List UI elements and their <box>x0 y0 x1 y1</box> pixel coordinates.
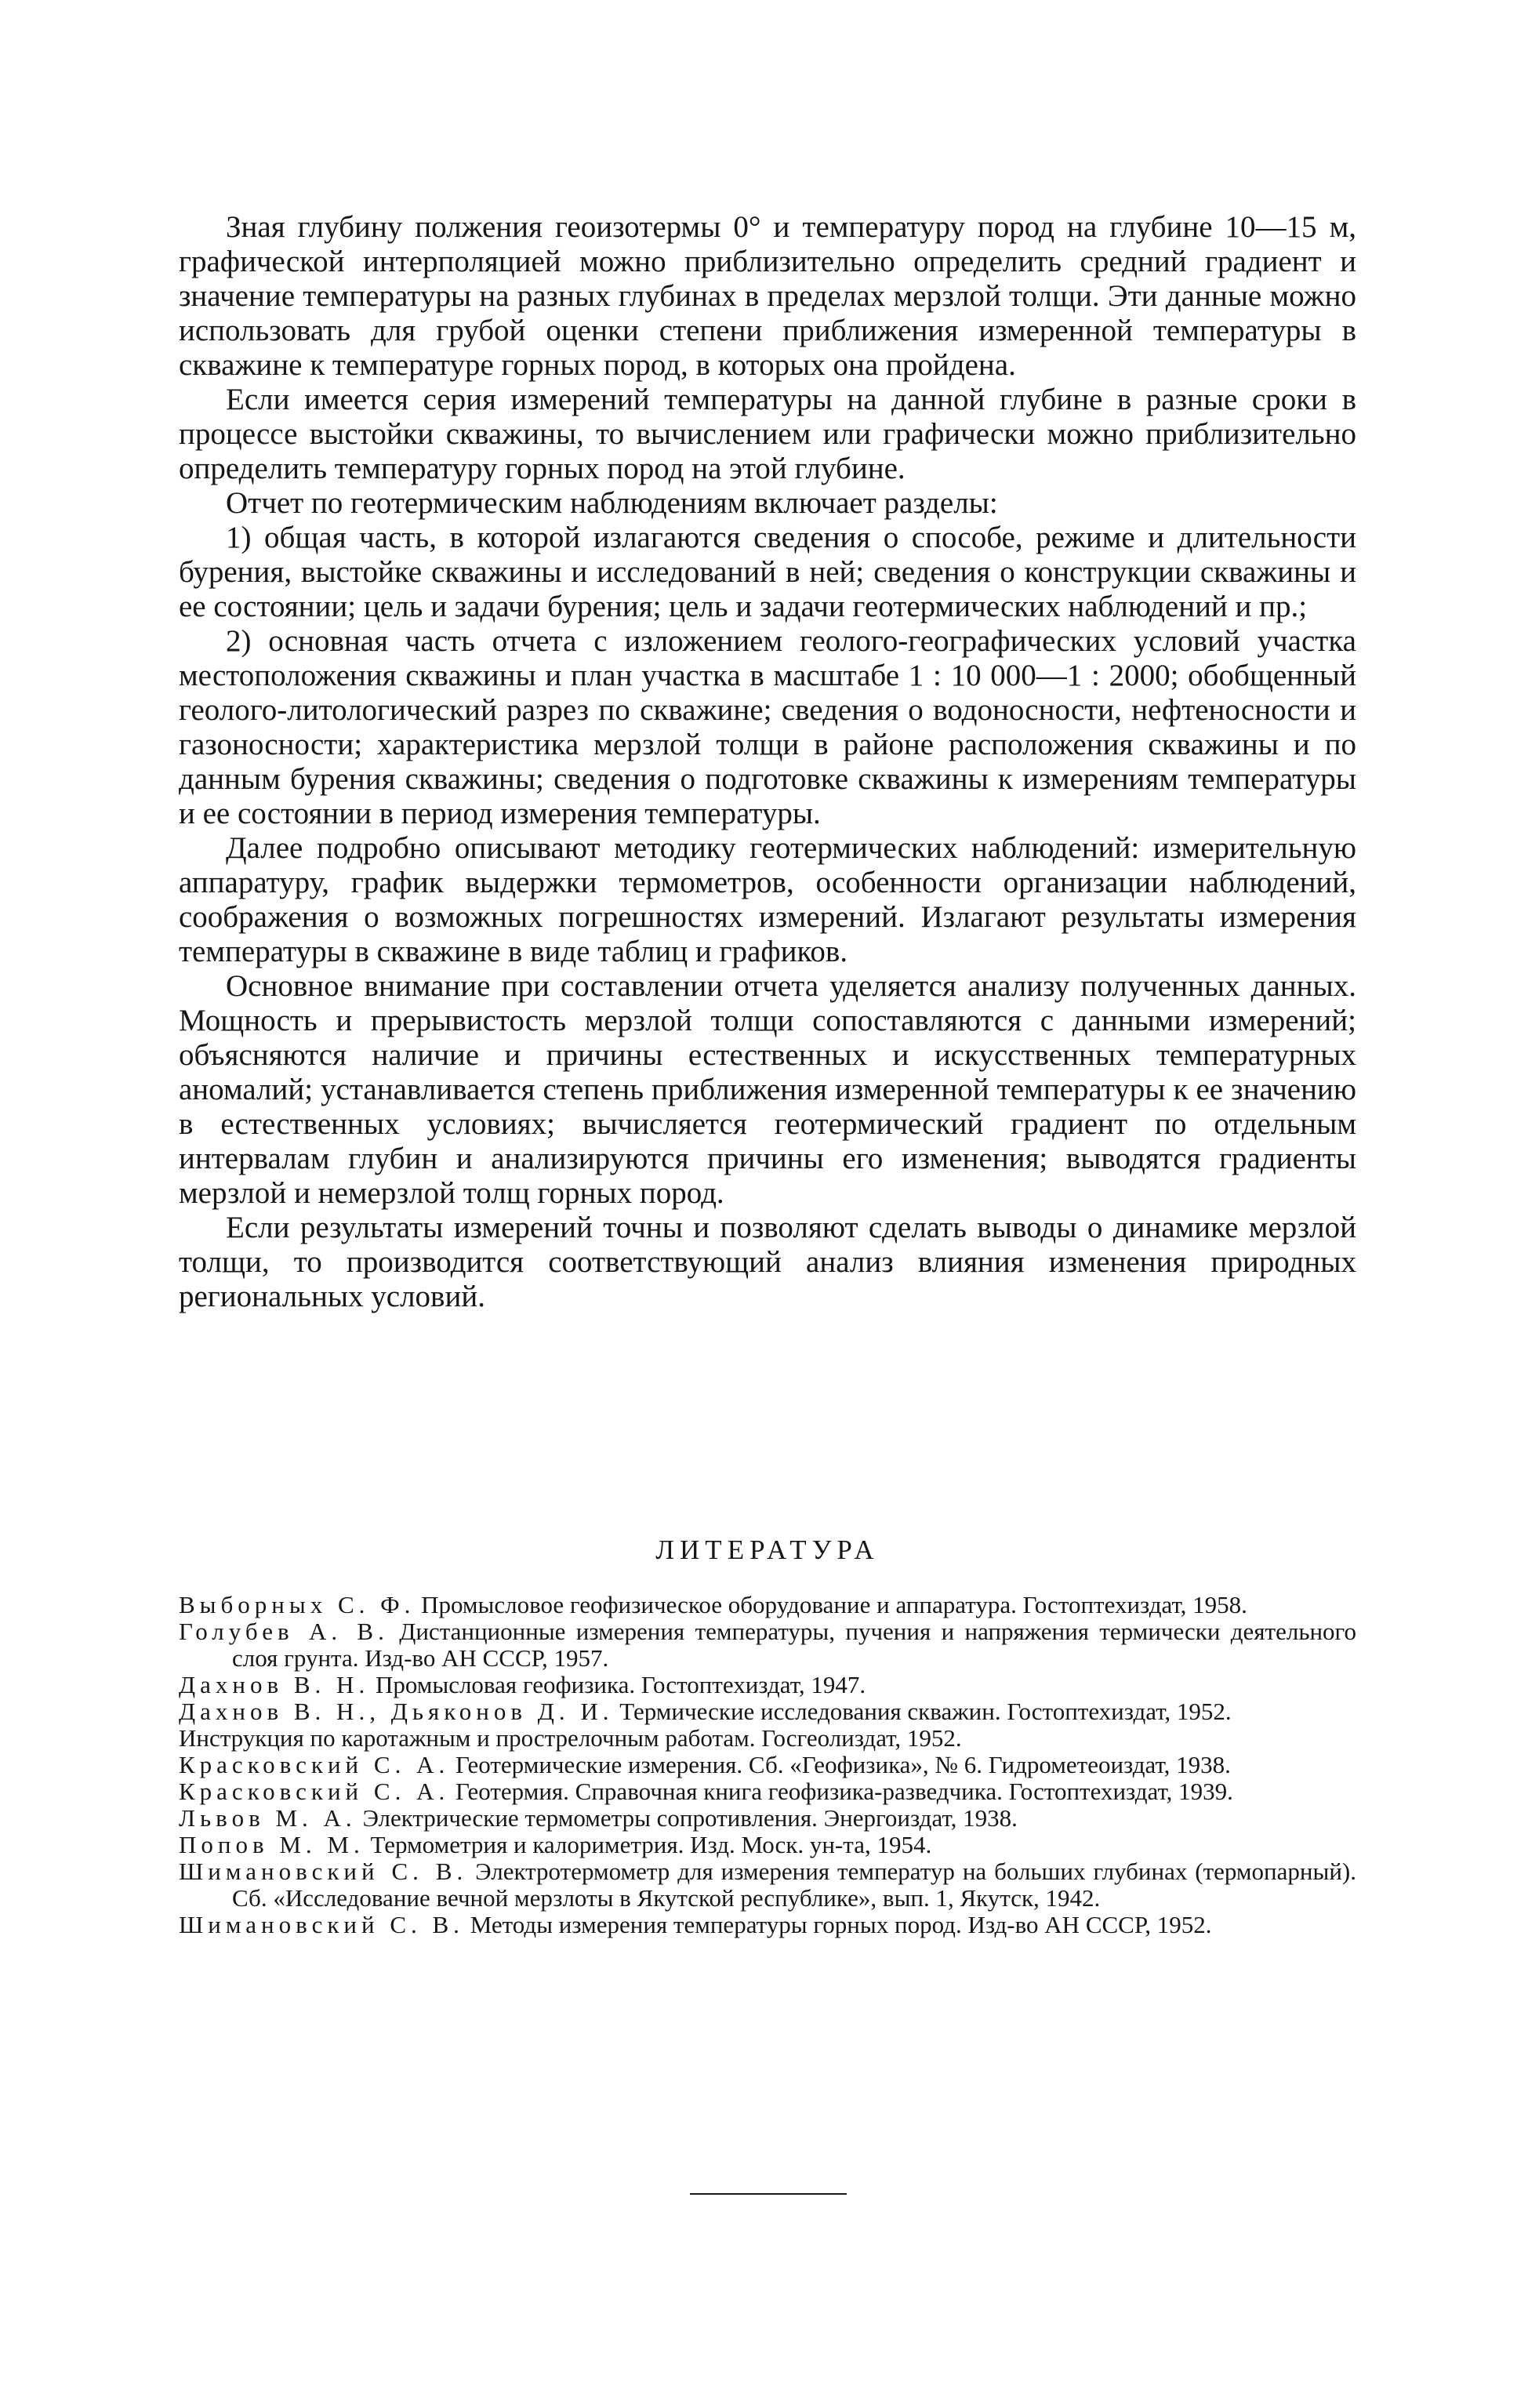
references-heading: ЛИТЕРАТУРА <box>655 1535 880 1565</box>
reference-item <box>179 1698 1356 1725</box>
reference-author: Выборных С. Ф. <box>179 1591 416 1618</box>
reference-author: Шимановский С. В. <box>179 1858 468 1885</box>
reference-text: Методы измерения температуры горных пород. Изд-во АН СССР, 1952. <box>463 1911 1212 1938</box>
reference-item <box>179 1752 1356 1778</box>
paragraph: 2) основная часть отчета с изложением геолого-географических условий участка местоположения скважины и план участка в масштабе 1 : 10 000—1 : 2000; обобщенный геолого-литологический разрез по скважине; сведения о водоносности, нефтеносности и газоносности; характеристика мерзлой толщи в районе расположения скважины и по данным бурения скважины; сведения о подготовке скважины к измерениям температуры и ее состоянии в период измерения температуры. <box>179 624 1356 830</box>
references-list <box>179 1592 1356 1938</box>
reference-text: Термические исследования скважин. Гостоптехиздат, 1952. <box>613 1698 1232 1725</box>
paragraph: Далее подробно описывают методику геотермических наблюдений: измерительную аппаратуру, график выдержки термометров, особенности организации наблюдений, соображения о возможных погрешностях измерений. Излагают результаты измерения температуры в скважине в виде таблиц и графиков. <box>179 831 1356 968</box>
paragraph: Если имеется серия измерений температуры на данной глубине в разные сроки в процессе выстойки скважины, то вычислением или графически можно приблизительно определить температуру горных пород на этой глубине. <box>179 383 1356 485</box>
reference-text: Электротермометр для измерения температур на больших глубинах (термопарный). Сб. «Исследование вечной мерзлоты в Якутской республике», вып. 1, Якутск, 1942. <box>232 1858 1356 1912</box>
reference-author: Шимановский С. В. <box>179 1911 464 1938</box>
paragraph: Зная глубину полжения геоизотермы 0° и температуру пород на глубине 10—15 м, графической интерполяцией можно приблизительно определить средний градиент и значение температуры на разных глубинах в пределах мерзлой толщи. Эти данные можно использовать для грубой оценки степени приближения измеренной температуры в скважине к температуре горных пород, в которых она пройдена. <box>179 210 1356 382</box>
reference-author: Попов М. М. <box>179 1831 365 1858</box>
reference-author: Дахнов В. Н. <box>179 1671 370 1698</box>
paragraph: Если результаты измерений точны и позволяют сделать выводы о динамике мерзлой толщи, то производится соответствующий анализ влияния изменения природных региональных условий. <box>179 1211 1356 1313</box>
end-rule <box>690 2193 847 2195</box>
reference-author: Голубев А. В. <box>179 1618 389 1645</box>
body-text <box>179 210 1356 1314</box>
paragraph: Основное внимание при составлении отчета уделяется анализу полученных данных. Мощность и прерывистость мерзлой толщи сопоставляются с данными измерений; объясняются наличие и причины естественных и искусственных температурных аномалий; устанавливается степень приближения измеренной температуры к ее значению в естественных условиях; вычисляется геотермический градиент по отдельным интервалам глубин и анализируются причины его изменения; выводятся градиенты мерзлой и немерзлой толщ горных пород. <box>179 969 1356 1210</box>
reference-author: Дахнов В. Н., Дьяконов Д. И. <box>179 1698 614 1725</box>
reference-author: Красковский С. А. <box>179 1751 450 1778</box>
reference-text: Геотермические измерения. Сб. «Геофизика», № 6. Гидрометеоиздат, 1938. <box>449 1751 1231 1778</box>
reference-text: Промысловое геофизическое оборудование и аппаратура. Гостоптехиздат, 1958. <box>415 1591 1247 1618</box>
reference-text: Инструкция по каротажным и прострелочным работам. Госгеолиздат, 1952. <box>179 1724 962 1752</box>
reference-author: Львов М. А. <box>179 1804 357 1832</box>
reference-text: Электрические термометры сопротивления. Энергоиздат, 1938. <box>356 1804 1018 1832</box>
reference-item <box>179 1725 1356 1752</box>
reference-item <box>179 1912 1356 1938</box>
reference-text: Промысловая геофизика. Гостоптехиздат, 1947. <box>369 1671 866 1698</box>
reference-item <box>179 1778 1356 1805</box>
reference-item <box>179 1832 1356 1858</box>
reference-text: Геотермия. Справочная книга геофизика-разведчика. Гостоптехиздат, 1939. <box>449 1778 1233 1805</box>
paragraph: 1) общая часть, в которой излагаются сведения о способе, режиме и длительности бурения, выстойке скважины и исследований в ней; сведения о конструкции скважины и ее состоянии; цель и задачи бурения; цель и задачи геотермических наблюдений и пр.; <box>179 521 1356 623</box>
reference-item <box>179 1672 1356 1698</box>
reference-item <box>179 1858 1356 1912</box>
reference-text: Дистанционные измерения температуры, пучения и напряжения термически деятельного слоя грунта. Изд-во АН СССР, 1957. <box>232 1618 1356 1672</box>
paragraph: Отчет по геотермическим наблюдениям включает разделы: <box>226 486 998 520</box>
reference-item <box>179 1805 1356 1832</box>
reference-item <box>179 1618 1356 1672</box>
reference-item <box>179 1592 1356 1618</box>
reference-text: Термометрия и калориметрия. Изд. Моск. ун-та, 1954. <box>364 1831 932 1858</box>
reference-author: Красковский С. А. <box>179 1778 450 1805</box>
